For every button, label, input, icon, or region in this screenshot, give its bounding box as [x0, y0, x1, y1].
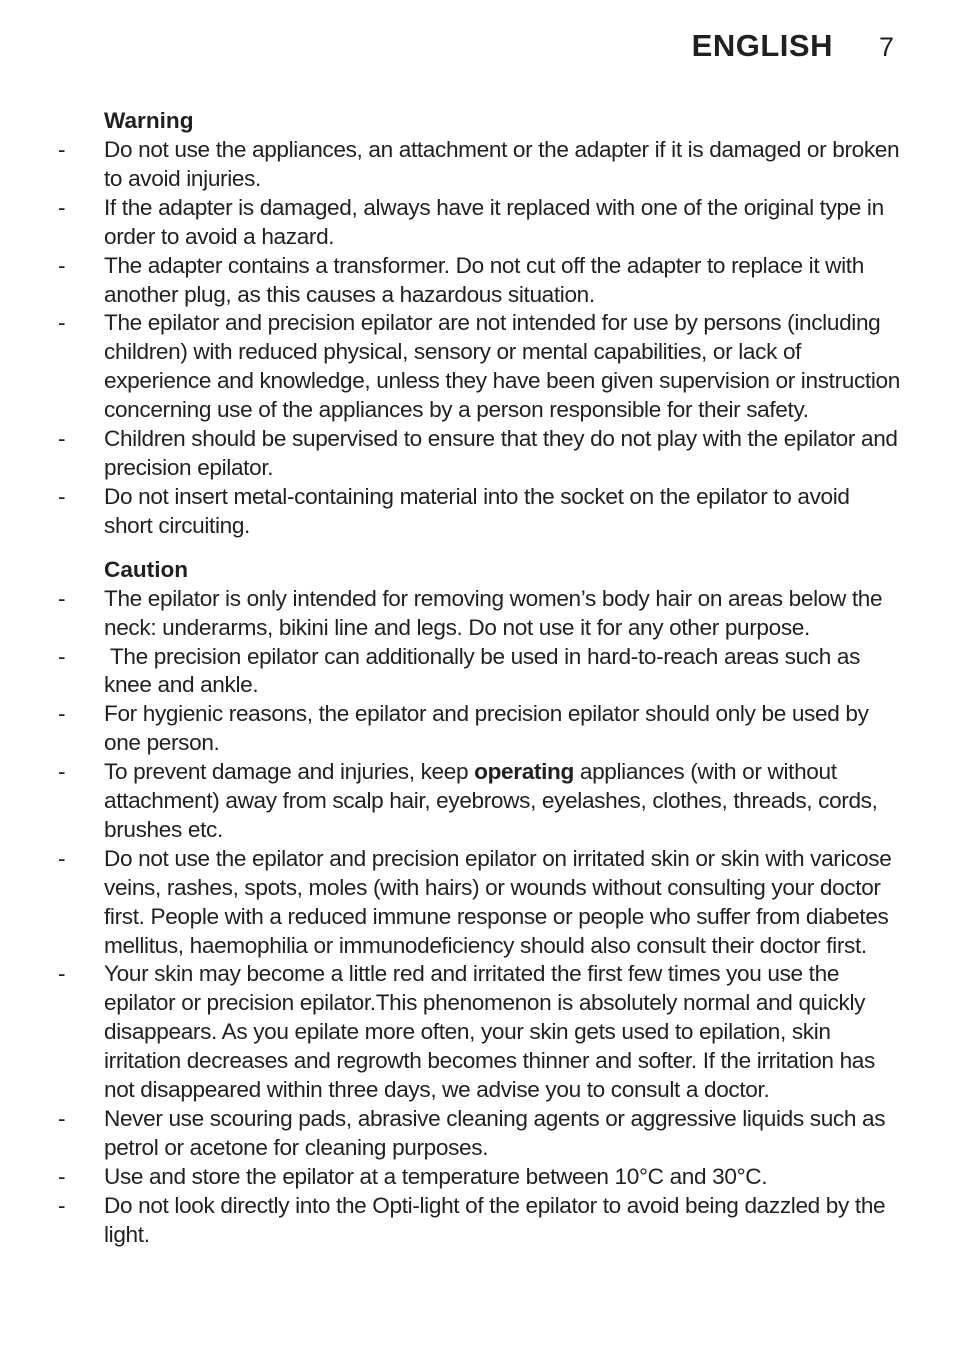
caution-item-text: Use and store the epilator at a temperature between 10°C and 30°C. [104, 1163, 768, 1189]
caution-item [58, 845, 900, 961]
caution-list [58, 585, 900, 1250]
caution-item [58, 1105, 900, 1163]
page-number: 7 [878, 32, 894, 62]
bullet-dash: - [58, 759, 66, 785]
warning-item [58, 194, 900, 252]
warning-item [58, 309, 900, 425]
caution-item [58, 1192, 900, 1250]
warning-item-text: If the adapter is damaged, always have it replaced with one of the original type in order to avoid a hazard. [104, 194, 884, 249]
bullet-dash: - [58, 1192, 66, 1218]
caution-item-text-before: To prevent damage and injuries, keep [104, 759, 475, 785]
warning-item-text: Children should be supervised to ensure that they do not play with the epilator and precision epilator. [104, 426, 898, 480]
caution-item-text-after: appliances (with or without attachment) away from scalp hair, eyebrows, eyelashes, clothes, threads, cords, brushes etc. [104, 759, 884, 842]
bullet-dash: - [58, 643, 66, 669]
bullet-dash: - [58, 961, 66, 987]
caution-item [58, 643, 900, 701]
warning-item-text: The adapter contains a transformer. Do not cut off the adapter to replace it with another plug, as this causes a hazardous situation. [104, 252, 864, 307]
caution-item [58, 758, 900, 845]
warning-item-text: Do not use the appliances, an attachment or the adapter if it is damaged or broken to avoid injuries. [104, 137, 900, 191]
caution-section [58, 555, 900, 1250]
warning-list [58, 136, 900, 541]
bullet-dash: - [58, 310, 66, 336]
warning-item [58, 425, 900, 483]
warning-heading: Warning [104, 108, 194, 133]
caution-item [58, 585, 900, 643]
bullet-dash: - [58, 701, 66, 727]
caution-item-bold-text: operating [474, 759, 574, 785]
caution-item [58, 960, 900, 1105]
bullet-dash: - [58, 194, 66, 220]
page-header [692, 28, 894, 64]
bullet-dash: - [58, 1163, 66, 1189]
caution-item-text: The epilator is only intended for removing women’s body hair on areas below the neck: underarms, bikini line and legs. Do not use it for any other purpose. [104, 585, 883, 640]
bullet-dash: - [58, 585, 66, 611]
bullet-dash: - [58, 137, 66, 162]
caution-item-text: Do not look directly into the Opti-light of the epilator to avoid being dazzled by the light. [104, 1192, 886, 1247]
caution-heading: Caution [104, 556, 189, 582]
caution-item-text: The precision epilator can additionally be used in hard-to-reach areas such as knee and ankle. [104, 643, 866, 698]
language-label: ENGLISH [691, 28, 833, 63]
bullet-dash: - [58, 252, 66, 278]
page-content [58, 106, 900, 1264]
caution-item-text: Never use scouring pads, abrasive cleaning agents or aggressive liquids such as petrol or acetone for cleaning purposes. [104, 1106, 886, 1160]
warning-section [58, 106, 900, 541]
warning-item [58, 252, 900, 310]
bullet-dash: - [58, 483, 66, 509]
bullet-dash: - [58, 426, 66, 452]
bullet-dash: - [58, 1106, 66, 1131]
caution-item-text: For hygienic reasons, the epilator and precision epilator should only be used by one person. [104, 701, 869, 756]
warning-item-text: The epilator and precision epilator are not intended for use by persons (including children) with reduced physical, sensory or mental capabilities, or lack of experience and knowledge, unless they have been given supervision or instruction concerning use of the appliances by a person responsible for their safety. [104, 310, 900, 423]
caution-item-text: Your skin may become a little red and irritated the first few times you use the epilator or precision epilator.This phenomenon is absolutely normal and quickly disappears. As you epilate more often, your skin gets used to epilation, skin irritation decreases and regrowth becomes thinner and softer. If the irritation has not disappeared within three days, we advise you to consult a doctor. [104, 961, 875, 1103]
warning-item [58, 136, 900, 194]
caution-item-text: Do not use the epilator and precision epilator on irritated skin or skin with varicose veins, rashes, spots, moles (with hairs) or wounds without consulting your doctor first. People with a reduced immune response or people who suffer from diabetes mellitus, haemophilia or immunodeficiency should also consult their doctor first. [104, 845, 892, 958]
warning-item [58, 483, 900, 541]
caution-item [58, 700, 900, 758]
warning-item-text: Do not insert metal-containing material into the socket on the epilator to avoid short circuiting. [104, 483, 850, 538]
bullet-dash: - [58, 845, 66, 871]
caution-item [58, 1163, 900, 1192]
